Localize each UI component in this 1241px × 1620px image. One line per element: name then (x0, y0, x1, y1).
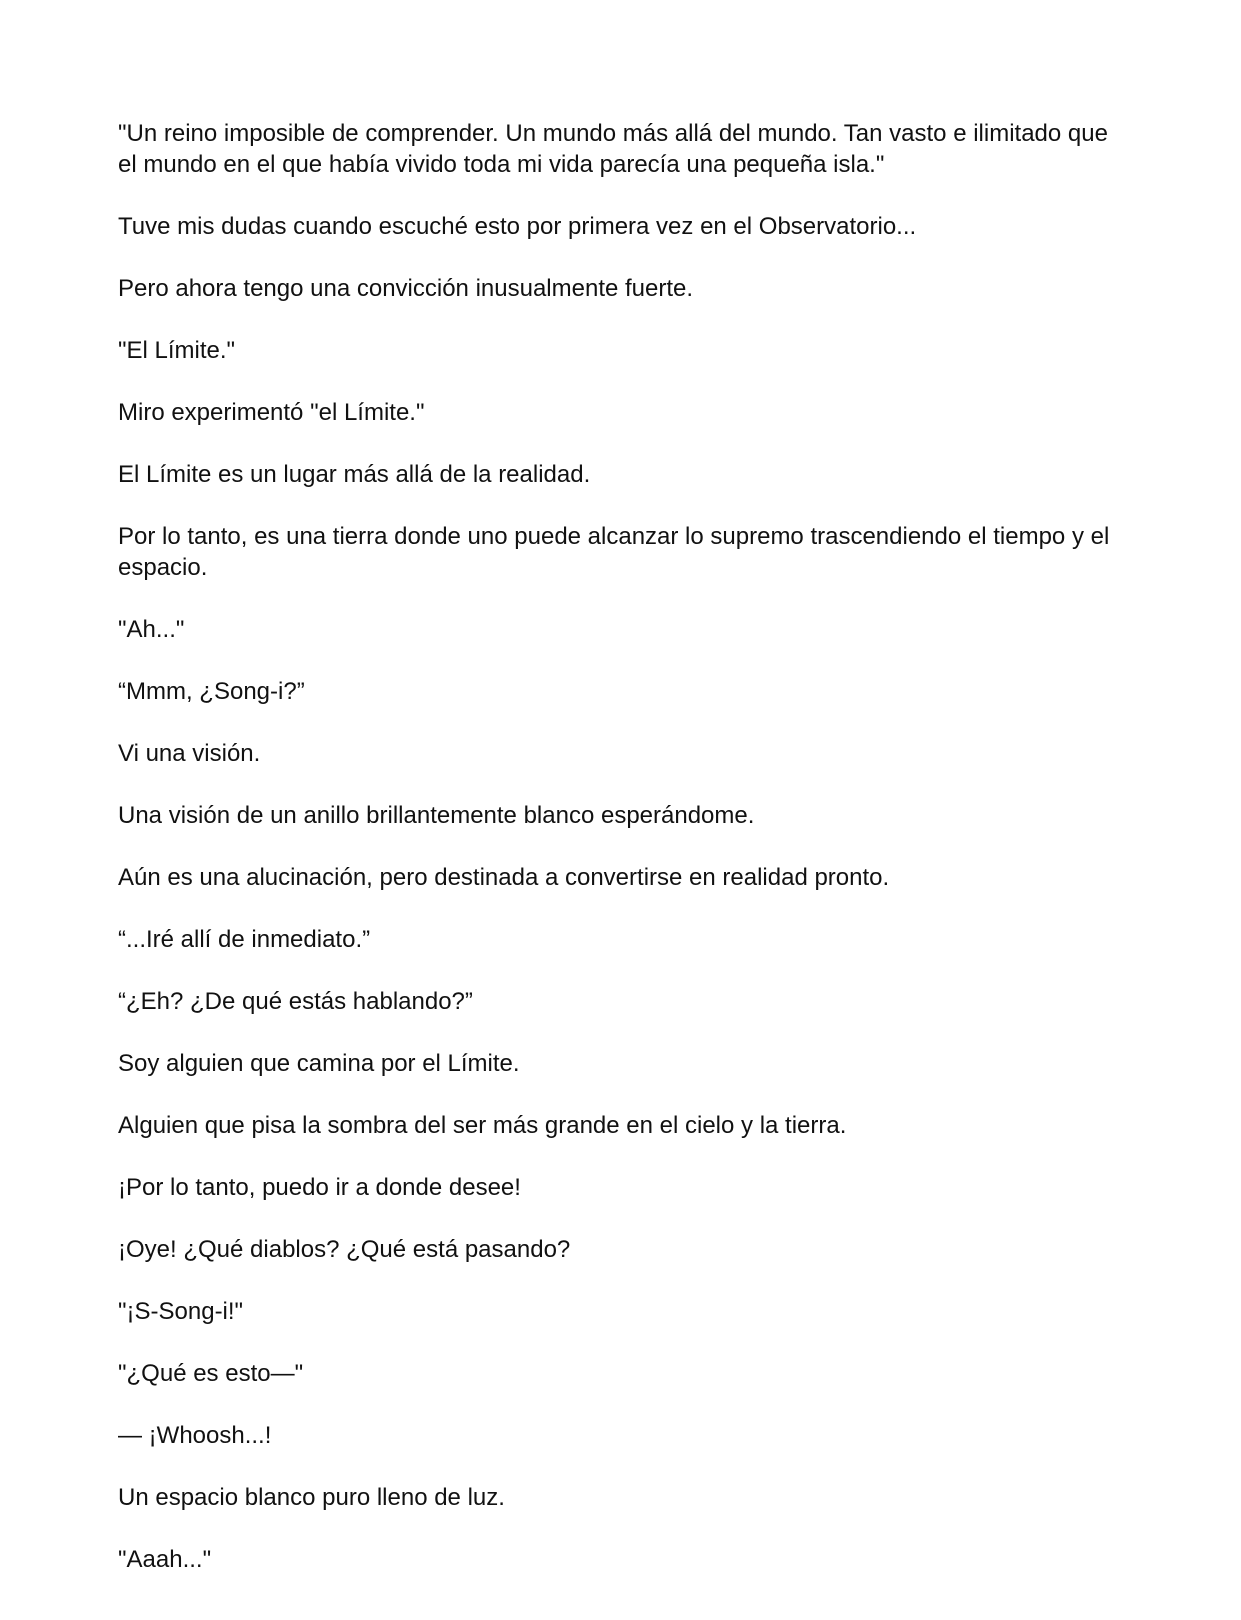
paragraph: “¿Eh? ¿De qué estás hablando?” (118, 988, 473, 1015)
paragraph: "El Límite." (118, 337, 236, 364)
paragraph: Una visión de un anillo brillantemente blanco esperándome. (118, 802, 755, 829)
paragraph: "Aaah..." (118, 1546, 212, 1573)
paragraph: — ¡Whoosh...! (118, 1422, 272, 1449)
paragraph: Aún es una alucinación, pero destinada a convertirse en realidad pronto. (118, 864, 890, 891)
paragraph: Pero ahora tengo una convicción inusualmente fuerte. (118, 275, 694, 302)
paragraph: Soy alguien que camina por el Límite. (118, 1050, 520, 1077)
paragraph: Tuve mis dudas cuando escuché esto por primera vez en el Observatorio... (118, 213, 917, 240)
paragraph: Un espacio blanco puro lleno de luz. (118, 1484, 505, 1511)
paragraph: “Mmm, ¿Song-i?” (118, 678, 305, 705)
paragraph: "¡S-Song-i!" (118, 1298, 244, 1325)
paragraph: Vi una visión. (118, 740, 261, 767)
paragraph: Por lo tanto, es una tierra donde uno puede alcanzar lo supremo trascendiendo el tiempo y el espacio. (118, 523, 1110, 581)
paragraph: ¡Por lo tanto, puedo ir a donde desee! (118, 1174, 521, 1201)
paragraph: Alguien que pisa la sombra del ser más grande en el cielo y la tierra. (118, 1112, 847, 1139)
paragraph: "¿Qué es esto—" (118, 1360, 304, 1387)
document-body (118, 118, 1128, 1606)
paragraph: “...Iré allí de inmediato.” (118, 926, 371, 953)
paragraph: ¡Oye! ¿Qué diablos? ¿Qué está pasando? (118, 1236, 571, 1263)
paragraph: "Ah..." (118, 616, 185, 643)
paragraph: Miro experimentó "el Límite." (118, 399, 425, 426)
paragraph: El Límite es un lugar más allá de la realidad. (118, 461, 591, 488)
paragraph: "Un reino imposible de comprender. Un mundo más allá del mundo. Tan vasto e ilimitado que el mundo en el que había vivido toda mi vida parecía una pequeña isla." (118, 120, 1108, 178)
